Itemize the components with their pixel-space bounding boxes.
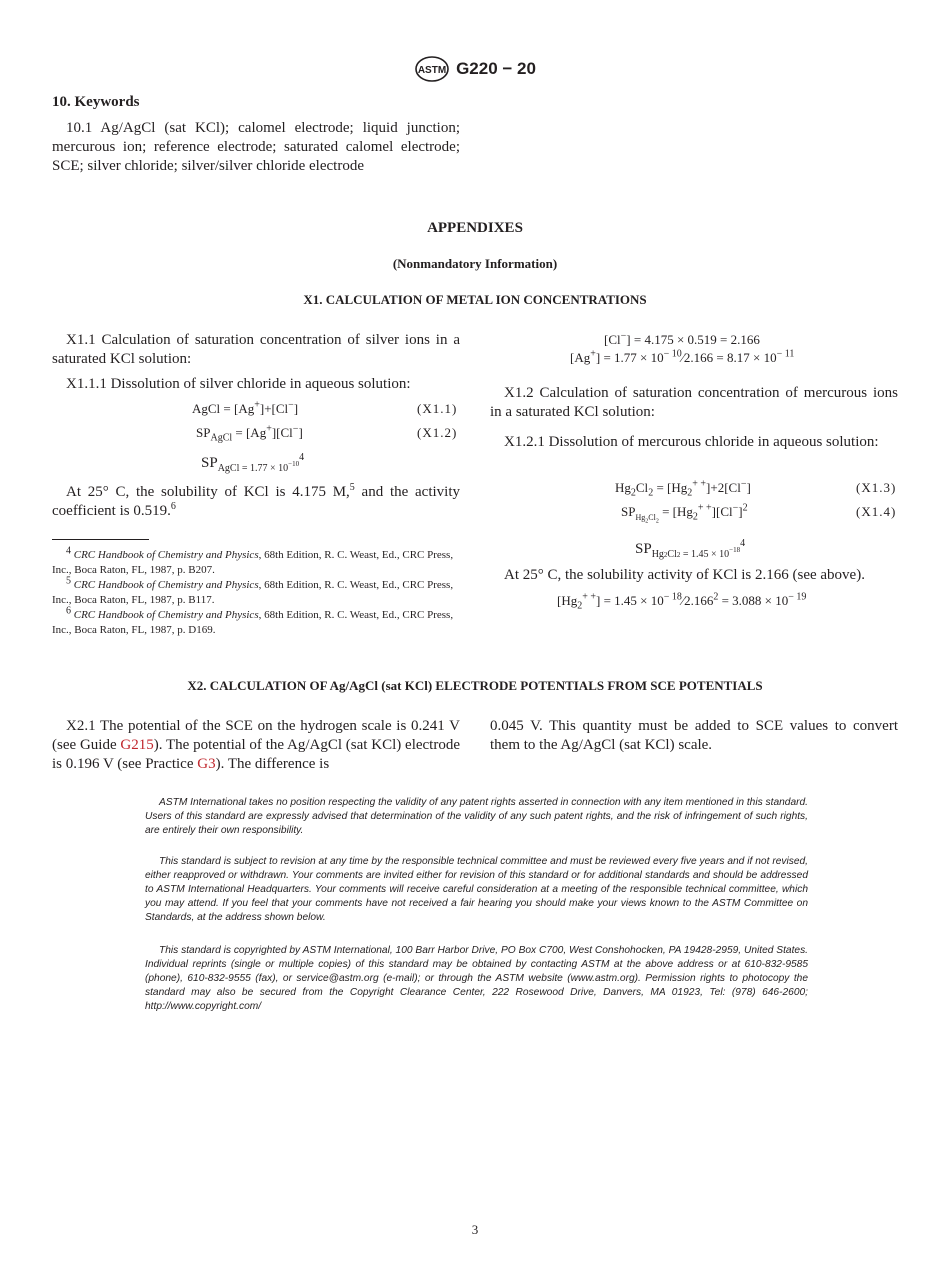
practice-g3-link[interactable]: G3 xyxy=(197,756,216,772)
x1-solubility-paragraph: At 25° C, the solubility of KCl is 4.175 M,$^5$ and the activity coefficient is 0.519.$^6$ xyxy=(52,482,460,519)
x2-1-continued: 0.045 V. This quantity must be added to SCE values to convert them to the Ag/AgCl (sat KCl) scale. xyxy=(490,718,898,753)
equation-number: (X1.2) xyxy=(417,425,458,440)
footnote: $^5$ CRC Handbook of Chemistry and Physics, 68th Edition, R. C. Weast, Ed., CRC Press, Inc., Boca Raton, FL, 1987, p. B117. xyxy=(52,575,454,606)
astm-logo xyxy=(414,56,450,82)
x1-solubility-activity: At 25° C, the solubility activity of KCl is 2.166 (see above). xyxy=(504,567,865,583)
sp-agcl-value: $SP_{AgCl = 1.77 \times 10^{-10}}^4$ xyxy=(201,452,305,474)
equation-number: (X1.1) xyxy=(417,401,458,416)
svg-text:ASTM: ASTM xyxy=(417,65,447,76)
x1-1-paragraph: X1.1 Calculation of saturation concentration of silver ions in a saturated KCl solution: xyxy=(52,332,460,367)
equation-x1-4: $SP_{Hg_2Cl_2} = [Hg_2^{+ +}][Cl^-]^2$ xyxy=(621,502,748,525)
page-number: 3 xyxy=(471,1222,479,1237)
guide-g215-link[interactable]: G215 xyxy=(120,737,154,753)
x2-1-paragraph: X2.1 The potential of the SCE on the hydrogen scale is 0.241 V (see Guide G215). The potential of the Ag/AgCl (sat KCl) electrode is 0.196 V (see Practice G3). The difference is xyxy=(52,718,460,772)
x1-1-1-paragraph: X1.1.1 Dissolution of silver chloride in aqueous solution: xyxy=(66,376,411,392)
keywords-heading: 10. Keywords xyxy=(52,94,140,110)
equation-x1-3: $Hg_2Cl_2 = [Hg_2^{+ +}]+2[Cl^-]$ xyxy=(615,478,751,499)
footnote: $^4$ CRC Handbook of Chemistry and Physics, 68th Edition, R. C. Weast, Ed., CRC Press, Inc., Boca Raton, FL, 1987, p. B207. xyxy=(52,545,454,576)
equation-hg-concentration: $[Hg_2^{+ +}] = 1.45$ × $10^{- 18}⁄2.166^2 = 3.088 \times 10^{- 19}$ xyxy=(557,591,807,612)
appendix-subtitle: (Nonmandatory Information) xyxy=(392,256,558,271)
x1-2-1-paragraph: X1.2.1 Dissolution of mercurous chloride in aqueous solution: xyxy=(504,434,879,450)
x2-title: X2. CALCULATION OF Ag/AgCl (sat KCl) ELECTRODE POTENTIALS FROM SCE POTENTIALS xyxy=(187,678,763,693)
standard-number: G220 − 20 xyxy=(456,59,536,78)
patent-notice: ASTM International takes no position respecting the validity of any patent rights asserted in connection with any item mentioned in this standard. Users of this standard are expressly advised that determination of the validity of any such patent rights, and the risk of infringement of such rights, are entirely their own responsibility. xyxy=(145,797,808,836)
copyright-notice: This standard is copyrighted by ASTM International, 100 Barr Harbor Drive, PO Box C700, West Conshohocken, PA 19428-2959, United States. Individual reprints (single or multiple copies) of this standard may be obtained by contacting ASTM at the above address or at 610-832-9585 (phone), 610-832-9555 (fax), or service@astm.org (e-mail); or through the ASTM website (www.astm.org). Permission rights to photocopy the standard may also be secured from the Copyright Clearance Center, 222 Rosewood Drive, Danvers, MA 01923, Tel: (978) 646-2600; http://www.copyright.com/ xyxy=(145,945,808,1012)
x1-2-paragraph: X1.2 Calculation of saturation concentration of mercurous ions in a saturated KCl solution: xyxy=(490,385,898,420)
equation-number: (X1.4) xyxy=(856,504,897,519)
keywords-text: 10.1 Ag/AgCl (sat KCl); calomel electrode; liquid junction; mercurous ion; reference electrode; saturated calomel electrode; SCE; silver chloride; silver/silver chloride electrode xyxy=(52,120,460,174)
equation-x1-2: $SP_{AgCl} = [Ag^+][Cl^-]$ xyxy=(196,423,303,444)
x1-title: X1. CALCULATION OF METAL ION CONCENTRATIONS xyxy=(303,292,647,307)
equation-cl-concentration: [Cl−] = 4.175 × 0.519 = 2.166 xyxy=(604,330,760,347)
equation-number: (X1.3) xyxy=(856,480,897,495)
footnotes xyxy=(52,545,460,638)
sp-hg2cl2-value: $SP_{Hg2Cl2 = 1.45 \times 10^{-18}}^4$ xyxy=(635,538,746,560)
footnote-rule xyxy=(52,539,149,540)
appendixes-title: APPENDIXES xyxy=(427,220,523,236)
footnote: $^6$ CRC Handbook of Chemistry and Physics, 68th Edition, R. C. Weast, Ed., CRC Press, Inc., Boca Raton, FL, 1987, p. D169. xyxy=(52,605,454,636)
revision-notice: This standard is subject to revision at any time by the responsible technical committee and must be reviewed every five years and if not revised, either reapproved or withdrawn. Your comments are invited either for revision of this standard or for additional standards and should be addressed to ASTM International Headquarters. Your comments will receive careful consideration at a meeting of the responsible technical committee, which you may attend. If you feel that your comments have not received a fair hearing you should make your views known to the ASTM Committee on Standards, at the address shown below. xyxy=(145,856,808,923)
equation-x1-1: AgCl = [Ag+]+[Cl−] xyxy=(192,399,299,416)
equation-ag-concentration: $[Ag^+] = 1.77 \times 10^{- 10}⁄2.166 = 8.17 \times 10^{- 11}$ xyxy=(570,348,795,365)
page-header xyxy=(0,56,950,82)
